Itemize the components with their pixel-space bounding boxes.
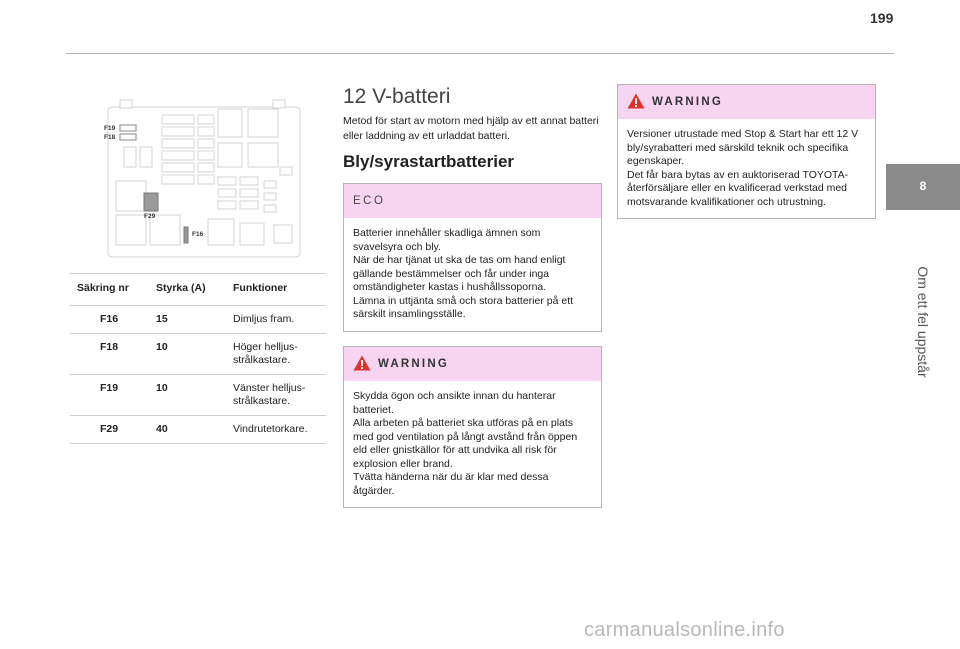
top-latch <box>273 100 285 108</box>
table-row <box>70 416 326 444</box>
fuse-f29 <box>144 193 158 211</box>
cell-fuse: F18 <box>70 334 149 375</box>
connector <box>274 225 292 243</box>
warning-title: WARNING <box>378 358 449 370</box>
warning-box-header <box>618 85 875 119</box>
label-f19: F19 <box>104 125 116 132</box>
table-header-row <box>70 274 326 306</box>
warning-title: WARNING <box>652 96 723 108</box>
cell-function: Vänster helljus-strålkastare. <box>226 375 326 416</box>
fuse-slot <box>162 127 194 136</box>
battery-intro: Metod för start av motorn med hjälp av ett annat batteri eller laddning av ett urladdat batteri. <box>343 115 599 142</box>
fuse-f19 <box>120 125 136 131</box>
fuse-slot <box>198 151 214 160</box>
fuse-slot <box>162 151 194 160</box>
warning-box-header <box>344 347 601 381</box>
table-row <box>70 334 326 375</box>
label-f16: F16 <box>192 231 204 238</box>
eco-title: ECO <box>353 195 386 207</box>
column-header-fuse: Säkring nr <box>70 274 149 306</box>
fuse-slot <box>240 201 258 209</box>
relay-block <box>240 223 264 245</box>
page-number: 199 <box>870 10 894 26</box>
chapter-title: Om ett fel uppstår <box>915 266 931 378</box>
cell-function: Vindrutetorkare. <box>226 416 326 444</box>
column-header-function: Funktioner <box>226 274 326 306</box>
cell-amp: 10 <box>149 334 226 375</box>
fuse-slot <box>162 175 194 184</box>
cell-fuse: F19 <box>70 375 149 416</box>
warning-box-battery <box>343 346 602 508</box>
fuse-slot <box>218 177 236 185</box>
cell-function: Höger helljus-strålkastare. <box>226 334 326 375</box>
relay-block <box>116 181 146 211</box>
relay-block <box>218 109 242 137</box>
eco-box-header <box>344 184 601 218</box>
fuse-slot <box>198 175 214 184</box>
relay-block <box>208 219 234 245</box>
fuse-f18 <box>120 134 136 140</box>
warning-text: Skydda ögon och ansikte innan du hanterar batteriet. Alla arbeten på batteriet ska utföras på en plats med god ventilation på långt avstånd från öppen eld eller gnistkällor för att undvika all risk för explosion eller brand. Tvätta händerna när du är klar med dessa åtgärder. <box>353 390 578 497</box>
chapter-number: 8 <box>919 179 927 193</box>
fuse-slot <box>264 193 276 200</box>
fuse-slot <box>198 163 214 172</box>
cell-amp: 40 <box>149 416 226 444</box>
fuse-slot <box>218 201 236 209</box>
fuse-slot <box>162 139 194 148</box>
top-rule <box>66 53 894 54</box>
relay-block <box>248 143 278 167</box>
eco-text: Batterier innehåller skadliga ämnen som svavelsyra och bly. När de har tjänat ut ska de tas om hand enligt gällande bestämmelser och får under inga omständigheter kastas i hushållssoporna. Lämna in uttjänta små och stora batterier på ett särskilt insamlingsställe. <box>353 227 574 320</box>
cell-amp: 10 <box>149 375 226 416</box>
warning-box-stop-start <box>617 84 876 219</box>
fuse-table <box>70 273 326 444</box>
cell-fuse: F29 <box>70 416 149 444</box>
table-row <box>70 375 326 416</box>
eco-box <box>343 183 602 332</box>
fuse-slot <box>264 205 276 212</box>
column-header-amp: Styrka (A) <box>149 274 226 306</box>
cell-fuse: F16 <box>70 306 149 334</box>
warning-triangle-icon <box>627 93 645 109</box>
fuse-slot <box>124 147 136 167</box>
fuse-slot <box>162 163 194 172</box>
fuse-slot <box>240 177 258 185</box>
warning-triangle-icon <box>353 355 371 371</box>
fuse-slot <box>162 115 194 124</box>
cell-function: Dimljus fram. <box>226 306 326 334</box>
fuse-f16 <box>184 227 188 243</box>
relay-block <box>116 215 146 245</box>
label-f29: F29 <box>144 213 156 220</box>
table-row <box>70 306 326 334</box>
label-f18: F18 <box>104 134 116 141</box>
relay-block <box>218 143 242 167</box>
fuse-slot <box>240 189 258 197</box>
lead-acid-heading: Bly/syrastartbatterier <box>343 152 515 171</box>
fuse-slot <box>198 115 214 124</box>
fuse-slot <box>198 139 214 148</box>
cell-amp: 15 <box>149 306 226 334</box>
fuse-slot <box>218 189 236 197</box>
chapter-tab[interactable] <box>886 164 960 210</box>
fuse-box-diagram <box>98 97 310 262</box>
fuse-slot <box>264 181 276 188</box>
fuse-slot <box>280 167 292 175</box>
fuse-slot <box>140 147 152 167</box>
battery-heading: 12 V-batteri <box>343 85 451 108</box>
watermark[interactable]: carmanualsonline.info <box>584 619 785 641</box>
top-latch <box>120 100 132 108</box>
fuse-slot <box>198 127 214 136</box>
relay-block <box>248 109 278 137</box>
warning-text: Versioner utrustade med Stop & Start har ett 12 V bly/syrabatteri med särskild teknik och specifika egenskaper. Det får bara bytas av en auktoriserad TOYOTA-återförsäljare eller en kvalificerad verkstad med motsvarande kvalifikationer och utrustning. <box>627 128 859 208</box>
